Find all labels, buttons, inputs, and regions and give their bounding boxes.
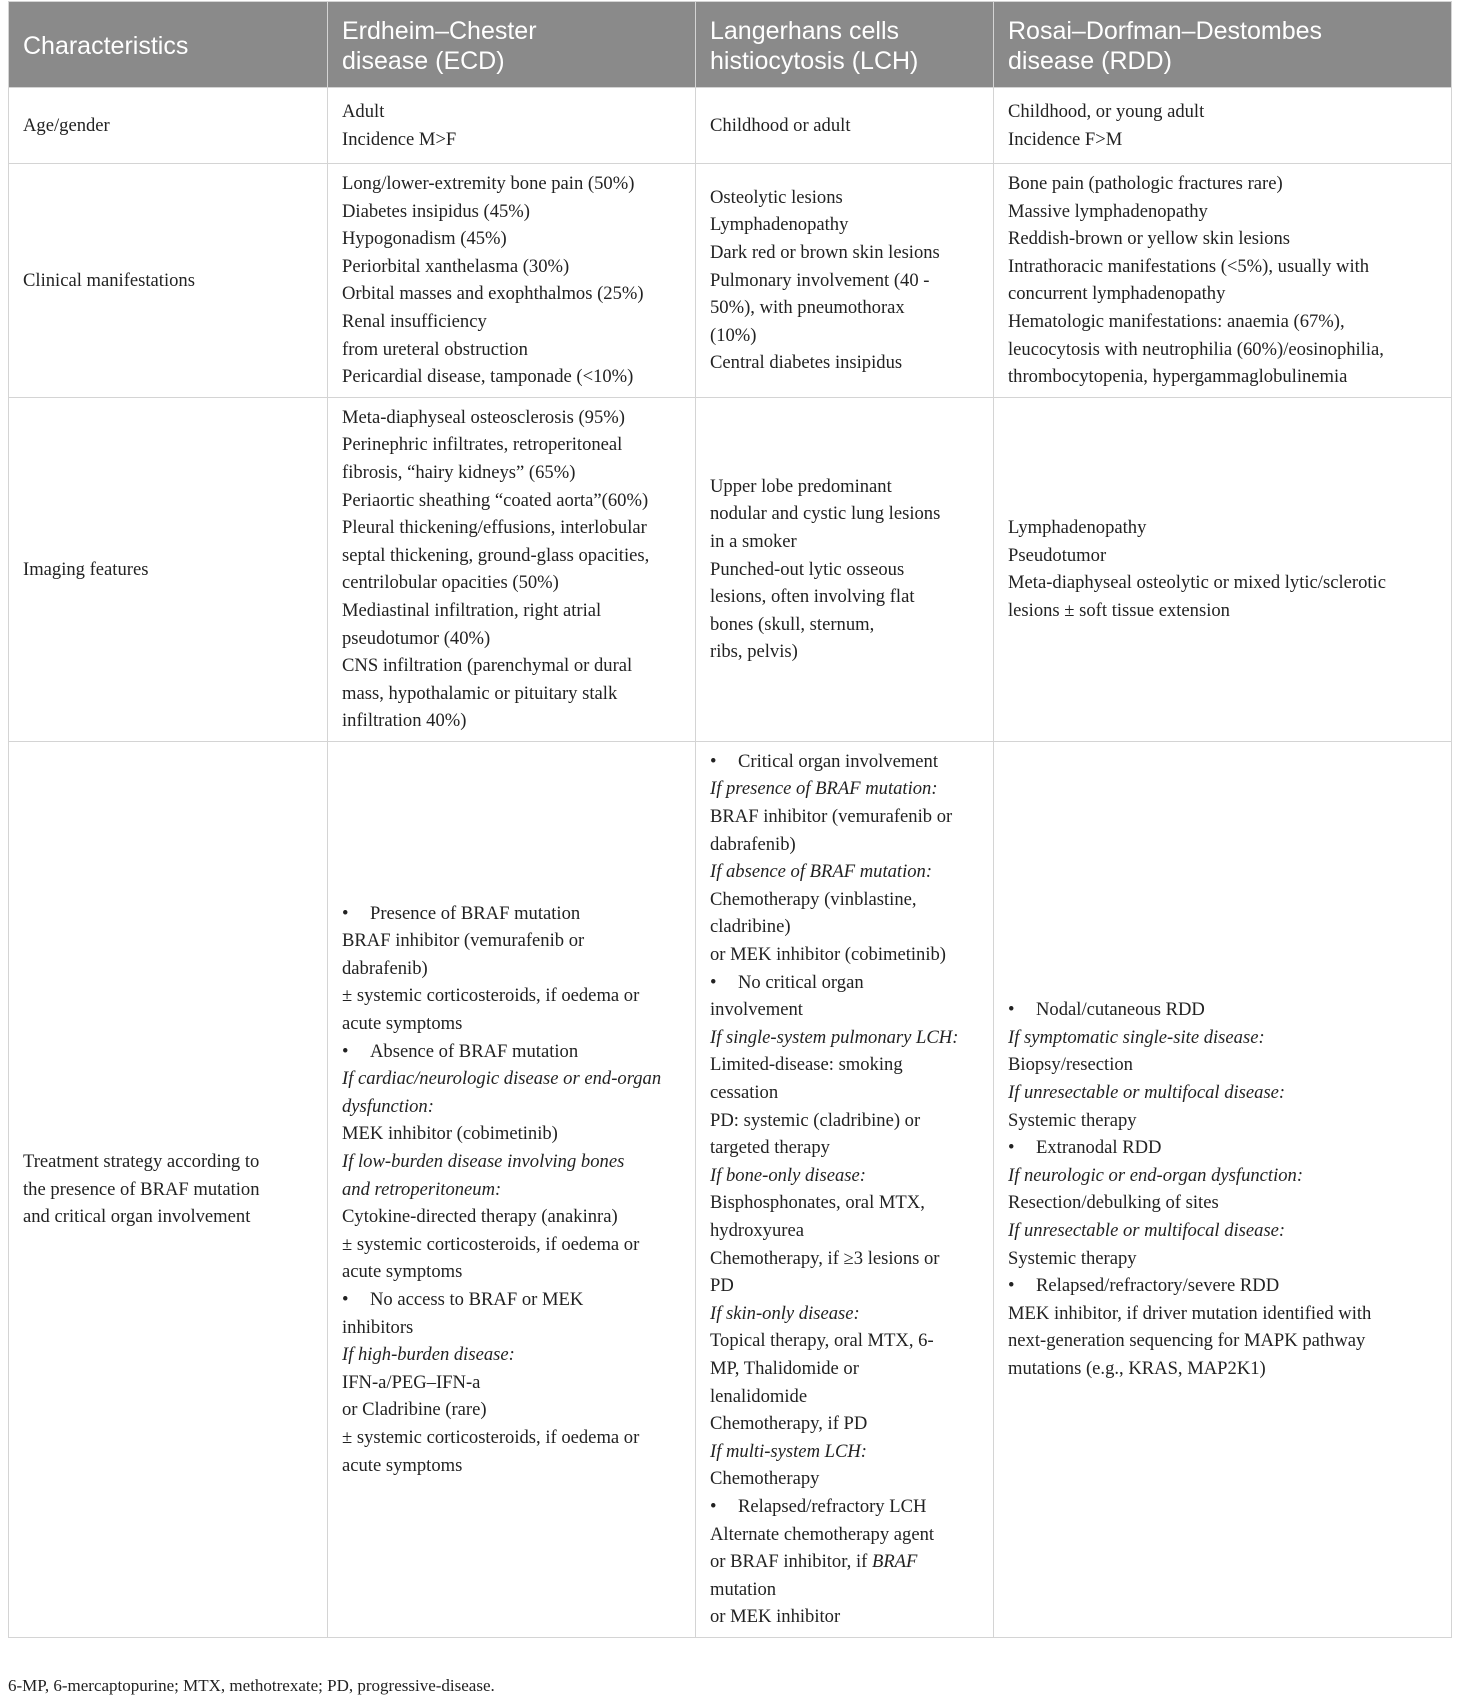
cell-line: Alternate chemotherapy agent <box>710 1523 935 1545</box>
cell-line: lesions ± soft tissue extension <box>1008 599 1230 621</box>
bullet-icon: • <box>710 750 717 772</box>
bullet-text: Relapsed/refractory LCH <box>738 1495 927 1517</box>
cell-line: inhibitors <box>342 1316 414 1338</box>
cell-line: PD: systemic (cladribine) or <box>710 1109 921 1131</box>
cell-line: Chemotherapy, if ≥3 lesions or <box>710 1247 940 1269</box>
cell-line: mutation <box>710 1578 777 1600</box>
cell-line: Pulmonary involvement (40 - <box>710 269 930 291</box>
bullet-item <box>342 1286 681 1314</box>
bullet-text: No critical organ <box>738 971 864 993</box>
bullet-item <box>710 969 979 997</box>
cell-line: (10%) <box>710 324 757 346</box>
cell-rdd <box>994 88 1452 164</box>
bullet-text: Presence of BRAF mutation <box>370 902 581 924</box>
cell-line: Systemic therapy <box>1008 1109 1137 1131</box>
cell-line: lenalidomide <box>710 1385 808 1407</box>
cell-line: Topical therapy, oral MTX, 6- <box>710 1330 934 1352</box>
cell-line: Dark red or brown skin lesions <box>710 241 940 263</box>
cell-line: centrilobular opacities (50%) <box>342 572 559 594</box>
cell-line <box>710 1548 979 1576</box>
cell-line: Intrathoracic manifestations (<5%), usually with <box>1008 255 1370 277</box>
cell-line: hydroxyurea <box>710 1219 804 1241</box>
cell-line: ribs, pelvis) <box>710 641 798 663</box>
cell-line: IFN-a/PEG–IFN-a <box>342 1371 481 1393</box>
row-label: Clinical manifestations <box>23 269 195 291</box>
cell-line: BRAF inhibitor (vemurafenib or <box>710 806 953 828</box>
row-label: and critical organ involvement <box>23 1206 251 1228</box>
cell-line: Renal insufficiency <box>342 310 487 332</box>
cell-line: fibrosis, “hairy kidneys” (65%) <box>342 461 576 483</box>
header-characteristics: Characteristics <box>9 2 328 88</box>
table-body <box>9 88 1452 1638</box>
row-imaging-features <box>9 397 1452 741</box>
cell-line: Cytokine-directed therapy (anakinra) <box>342 1206 618 1228</box>
cell-line-italic: dysfunction: <box>342 1095 434 1117</box>
cell-lch <box>696 397 994 741</box>
cell-line: lesions, often involving flat <box>710 586 915 608</box>
cell-line: Systemic therapy <box>1008 1247 1137 1269</box>
bullet-item <box>1008 1134 1437 1162</box>
row-label: Age/gender <box>23 114 110 136</box>
cell-line: targeted therapy <box>710 1137 830 1159</box>
cell-line: or MEK inhibitor (cobimetinib) <box>710 944 946 966</box>
cell-line: Chemotherapy, if PD <box>710 1413 868 1435</box>
bullet-icon: • <box>1008 1137 1015 1159</box>
cell-line: septal thickening, ground-glass opacities, <box>342 544 650 566</box>
header-ecd: Erdheim–Chester disease (ECD) <box>328 2 696 88</box>
cell-line: Upper lobe predominant <box>710 475 892 497</box>
bullet-icon: • <box>710 1495 717 1517</box>
cell-line: in a smoker <box>710 530 797 552</box>
cell-line: cessation <box>710 1082 779 1103</box>
row-age-gender <box>9 88 1452 164</box>
bullet-icon: • <box>342 1040 349 1062</box>
cell-line: ± systemic corticosteroids, if oedema or <box>342 985 640 1007</box>
cell-line: Mediastinal infiltration, right atrial <box>342 599 602 621</box>
cell-line-italic: If unresectable or multifocal disease: <box>1008 1082 1286 1103</box>
cell-line: cladribine) <box>710 916 791 938</box>
cell-line: Chemotherapy <box>710 1468 820 1490</box>
cell-line: 50%), with pneumothorax <box>710 297 905 319</box>
cell-line: Childhood, or young adult <box>1008 100 1205 122</box>
row-label-cell <box>9 88 328 164</box>
cell-line: mutations (e.g., KRAS, MAP2K1) <box>1008 1357 1266 1379</box>
cell-ecd <box>328 397 696 741</box>
cell-line: thrombocytopenia, hypergammaglobulinemia <box>1008 366 1348 388</box>
cell-line: Biopsy/resection <box>1008 1054 1133 1076</box>
cell-line-italic: If low-burden disease involving bones <box>342 1150 625 1172</box>
row-label: the presence of BRAF mutation <box>23 1178 260 1200</box>
header-lch: Langerhans cells histiocytosis (LCH) <box>696 2 994 88</box>
cell-line-italic: and retroperitoneum: <box>342 1178 502 1200</box>
cell-line: Massive lymphadenopathy <box>1008 200 1208 222</box>
cell-line: pseudotumor (40%) <box>342 627 491 649</box>
bullet-item <box>342 1038 681 1066</box>
bullet-text: Extranodal RDD <box>1036 1137 1162 1159</box>
bullet-text: Absence of BRAF mutation <box>370 1040 579 1062</box>
bullet-icon: • <box>1008 999 1015 1021</box>
cell-lch <box>696 164 994 398</box>
cell-line: Punched-out lytic osseous <box>710 558 905 580</box>
cell-line: Lymphadenopathy <box>710 214 849 236</box>
cell-line: Adult <box>342 100 385 122</box>
cell-rdd <box>994 397 1452 741</box>
cell-line: Osteolytic lesions <box>710 186 843 208</box>
bullet-text: Relapsed/refractory/severe RDD <box>1036 1275 1280 1297</box>
cell-line: Incidence F>M <box>1008 128 1123 150</box>
cell-line-italic: If unresectable or multifocal disease: <box>1008 1219 1286 1241</box>
cell-line-italic: BRAF <box>871 1551 918 1573</box>
comparison-table <box>8 1 1452 1638</box>
cell-line: ± systemic corticosteroids, if oedema or <box>342 1233 640 1255</box>
cell-line-text: or BRAF inhibitor, if <box>710 1551 872 1573</box>
cell-line: Bone pain (pathologic fractures rare) <box>1008 173 1283 194</box>
cell-line: MEK inhibitor (cobimetinib) <box>342 1123 558 1145</box>
bullet-item <box>1008 996 1437 1024</box>
cell-line: Periorbital xanthelasma (30%) <box>342 255 570 277</box>
cell-line: nodular and cystic lung lesions <box>710 503 941 525</box>
cell-line: Hypogonadism (45%) <box>342 228 507 250</box>
cell-rdd <box>994 164 1452 398</box>
bullet-item <box>1008 1272 1437 1300</box>
cell-line: acute symptoms <box>342 1013 463 1035</box>
cell-line: Reddish-brown or yellow skin lesions <box>1008 228 1290 250</box>
cell-line: Pseudotumor <box>1008 544 1107 566</box>
cell-line: bones (skull, sternum, <box>710 613 875 635</box>
bullet-icon: • <box>1008 1275 1015 1297</box>
header-row <box>9 2 1452 88</box>
bullet-text: Critical organ involvement <box>738 750 939 772</box>
cell-line: leucocytosis with neutrophilia (60%)/eosinophilia, <box>1008 338 1384 360</box>
header-rdd: Rosai–Dorfman–Destombes disease (RDD) <box>994 2 1452 88</box>
cell-line: involvement <box>710 999 803 1021</box>
row-label: Imaging features <box>23 558 149 580</box>
cell-line: Limited-disease: smoking <box>710 1054 903 1076</box>
row-label-cell <box>9 397 328 741</box>
cell-line: Orbital masses and exophthalmos (25%) <box>342 283 644 305</box>
cell-line-italic: If multi-system LCH: <box>710 1440 868 1462</box>
cell-line: or Cladribine (rare) <box>342 1399 487 1421</box>
cell-lch <box>696 741 994 1637</box>
table-footnote: 6-MP, 6-mercaptopurine; MTX, methotrexate; PD, progressive-disease. <box>8 1676 495 1695</box>
cell-line: or MEK inhibitor <box>710 1606 841 1628</box>
cell-line: ± systemic corticosteroids, if oedema or <box>342 1426 640 1448</box>
cell-line-italic: If symptomatic single-site disease: <box>1008 1026 1265 1048</box>
row-label: Treatment strategy according to <box>23 1150 260 1172</box>
cell-line: Resection/debulking of sites <box>1008 1192 1219 1214</box>
cell-line: Childhood or adult <box>710 114 851 136</box>
cell-line: acute symptoms <box>342 1261 463 1283</box>
cell-line: Bisphosphonates, oral MTX, <box>710 1192 925 1214</box>
bullet-item <box>710 748 979 776</box>
cell-line: Central diabetes insipidus <box>710 352 903 374</box>
cell-line: BRAF inhibitor (vemurafenib or <box>342 930 585 952</box>
cell-line: Pleural thickening/effusions, interlobular <box>342 517 647 539</box>
cell-line: Hematologic manifestations: anaemia (67%), <box>1008 310 1345 332</box>
cell-line: acute symptoms <box>342 1454 463 1476</box>
cell-line: next-generation sequencing for MAPK pathway <box>1008 1330 1366 1352</box>
cell-line: Meta-diaphyseal osteosclerosis (95%) <box>342 406 625 428</box>
cell-line: dabrafenib) <box>710 833 796 855</box>
row-treatment-strategy <box>9 741 1452 1637</box>
cell-line: from ureteral obstruction <box>342 338 528 360</box>
table-container <box>8 1 1451 1638</box>
bullet-icon: • <box>342 1288 349 1310</box>
cell-line-italic: If high-burden disease: <box>342 1344 515 1366</box>
cell-line: infiltration 40%) <box>342 710 467 732</box>
cell-line-italic: If presence of BRAF mutation: <box>710 778 938 800</box>
bullet-text: Nodal/cutaneous RDD <box>1036 999 1205 1021</box>
row-label-cell <box>9 741 328 1637</box>
cell-line: Diabetes insipidus (45%) <box>342 200 530 222</box>
cell-line: Perinephric infiltrates, retroperitoneal <box>342 434 623 456</box>
cell-ecd <box>328 741 696 1637</box>
cell-line-italic: If bone-only disease: <box>710 1164 866 1186</box>
bullet-item <box>710 1493 979 1521</box>
cell-ecd <box>328 164 696 398</box>
cell-line: Long/lower-extremity bone pain (50%) <box>342 173 635 194</box>
cell-line-italic: If single-system pulmonary LCH: <box>710 1026 959 1048</box>
cell-lch <box>696 88 994 164</box>
row-clinical-manifestations <box>9 164 1452 398</box>
cell-line-italic: If neurologic or end-organ dysfunction: <box>1008 1164 1304 1186</box>
cell-line: Incidence M>F <box>342 128 457 150</box>
cell-rdd <box>994 741 1452 1637</box>
cell-line: Pericardial disease, tamponade (<10%) <box>342 366 634 388</box>
cell-line: Meta-diaphyseal osteolytic or mixed lytic/sclerotic <box>1008 572 1386 594</box>
cell-line: concurrent lymphadenopathy <box>1008 283 1226 305</box>
cell-line: Chemotherapy (vinblastine, <box>710 888 917 910</box>
cell-line-italic: If cardiac/neurologic disease or end-organ <box>342 1068 662 1090</box>
bullet-text: No access to BRAF or MEK <box>370 1288 584 1310</box>
bullet-icon: • <box>342 902 349 924</box>
cell-line: mass, hypothalamic or pituitary stalk <box>342 682 618 704</box>
cell-line-italic: If skin-only disease: <box>710 1302 860 1324</box>
cell-line: Periaortic sheathing “coated aorta”(60%) <box>342 489 649 511</box>
row-label-cell <box>9 164 328 398</box>
cell-line: CNS infiltration (parenchymal or dural <box>342 655 633 677</box>
cell-line-italic: If absence of BRAF mutation: <box>710 861 933 883</box>
cell-line: Lymphadenopathy <box>1008 517 1147 539</box>
bullet-icon: • <box>710 971 717 993</box>
cell-ecd <box>328 88 696 164</box>
bullet-item <box>342 900 681 928</box>
cell-line: MEK inhibitor, if driver mutation identified with <box>1008 1302 1372 1324</box>
cell-line: dabrafenib) <box>342 957 428 979</box>
cell-line: MP, Thalidomide or <box>710 1357 859 1379</box>
cell-line: PD <box>710 1275 734 1297</box>
